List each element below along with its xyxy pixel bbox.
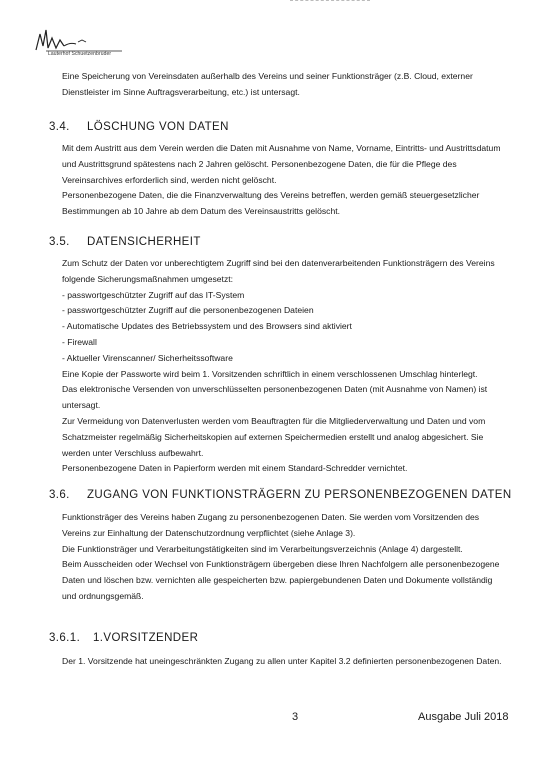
- paragraph: Beim Ausscheiden oder Wechsel von Funktionsträgern übergeben diese Ihren Nachfolgern alle personenbezogene Daten und löschen bzw. vernichten alle gespeicherten bzw. papiergebundenen Daten und Dokumente vollständig und ordnungsgemäß.: [62, 559, 500, 601]
- logo-text: Lauterhof Schuetzenbrüder: [48, 51, 112, 57]
- section-number: 3.6.1.: [49, 632, 81, 644]
- section-number: 3.5.: [49, 236, 70, 248]
- paragraph: Personenbezogene Daten, die die Finanzverwaltung des Vereins betreffen, werden gemäß steuergesetzlicher Bestimmungen ab 10 Jahre ab dem Datum des Vereinsaustritts gelöscht.: [62, 190, 480, 217]
- list-item: - passwortgeschützter Zugriff auf die personenbezogenen Dateien: [62, 305, 314, 316]
- edition-label: Ausgabe Juli 2018: [418, 711, 509, 723]
- section-3-6-body: [62, 510, 507, 605]
- section-3-6-1-body: Der 1. Vorsitzende hat uneingeschränkten Zugang zu allen unter Kapitel 3.2 definierten personenbezogenen Daten.: [62, 656, 502, 666]
- paragraph: Personenbezogene Daten in Papierform werden mit einem Standard-Schredder vernichtet.: [62, 463, 408, 474]
- paragraph: Mit dem Austritt aus dem Verein werden die Daten mit Ausnahme von Name, Vorname, Eintritts- und Austrittsdatum und Austrittsgrund spätestens nach 2 Jahren gelöscht. Personenbezogene Daten, die für die Pflege des Vereinsarchives erforderlich sind, werden nicht gelöscht.: [62, 143, 501, 185]
- scan-edge-line: [290, 0, 370, 2]
- section-heading-3-6: [49, 489, 512, 501]
- intro-paragraph: Eine Speicherung von Vereinsdaten außerhalb des Vereins und seiner Funktionsträger (z.B. Cloud, externer Dienstleister im Sinne Auftragsverarbeitung, etc.) ist untersagt.: [62, 71, 473, 97]
- list-item: - passwortgeschützter Zugriff auf das IT-System: [62, 289, 245, 300]
- paragraph: Zum Schutz der Daten vor unberechtigtem Zugriff sind bei den datenverarbeitenden Funktionsträgern des Vereins folgende Sicherungsmaßnahmen umgesetzt:: [62, 258, 495, 284]
- section-title: LÖSCHUNG VON DATEN: [87, 121, 229, 133]
- paragraph: Eine Kopie der Passworte wird beim 1. Vorsitzenden schriftlich in einem verschlossenen Umschlag hinterlegt.: [62, 368, 478, 379]
- club-logo-icon: [34, 24, 124, 54]
- section-3-4-body: [62, 141, 507, 220]
- section-heading-3-6-1: [49, 632, 198, 644]
- section-title: DATENSICHERHEIT: [87, 236, 201, 248]
- section-title: 1.VORSITZENDER: [93, 632, 199, 644]
- paragraph: Funktionsträger des Vereins haben Zugang zu personenbezogenen Daten. Sie werden vom Vorsitzenden des Vereins zur Einhaltung der Datenschutzordnung verpflichtet (siehe Anlage 3).: [62, 512, 480, 538]
- section-heading-3-5: [49, 236, 201, 248]
- page-number: 3: [292, 711, 299, 723]
- section-heading-3-4: [49, 121, 229, 133]
- section-title: ZUGANG VON FUNKTIONSTRÄGERN ZU PERSONENBEZOGENEN DATEN: [87, 489, 512, 501]
- section-number: 3.6.: [49, 489, 70, 501]
- section-number: 3.4.: [49, 121, 70, 133]
- paragraph: Die Funktionsträger und Verarbeitungstätigkeiten sind im Verarbeitungsverzeichnis (Anlage 4) dargestellt.: [62, 543, 463, 554]
- paragraph: Das elektronische Versenden von unverschlüsselten personenbezogenen Daten (mit Ausnahme von Namen) ist untersagt.: [62, 384, 488, 411]
- list-item: - Automatische Updates des Betriebssystem und des Browsers sind aktiviert: [62, 321, 352, 332]
- list-item: - Firewall: [62, 336, 97, 347]
- list-item: - Aktueller Virenscanner/ Sicherheitssoftware: [62, 352, 233, 363]
- paragraph: Zur Vermeidung von Datenverlusten werden vom Beauftragten für die Mitgliederverwaltung und Daten und vom Schatzmeister regelmäßig Sicherheitskopien auf externen Speichermedien erstellt und analog abgesichert. Sie werden unter Verschluss aufbewahrt.: [62, 415, 486, 458]
- section-3-5-body: [62, 256, 507, 477]
